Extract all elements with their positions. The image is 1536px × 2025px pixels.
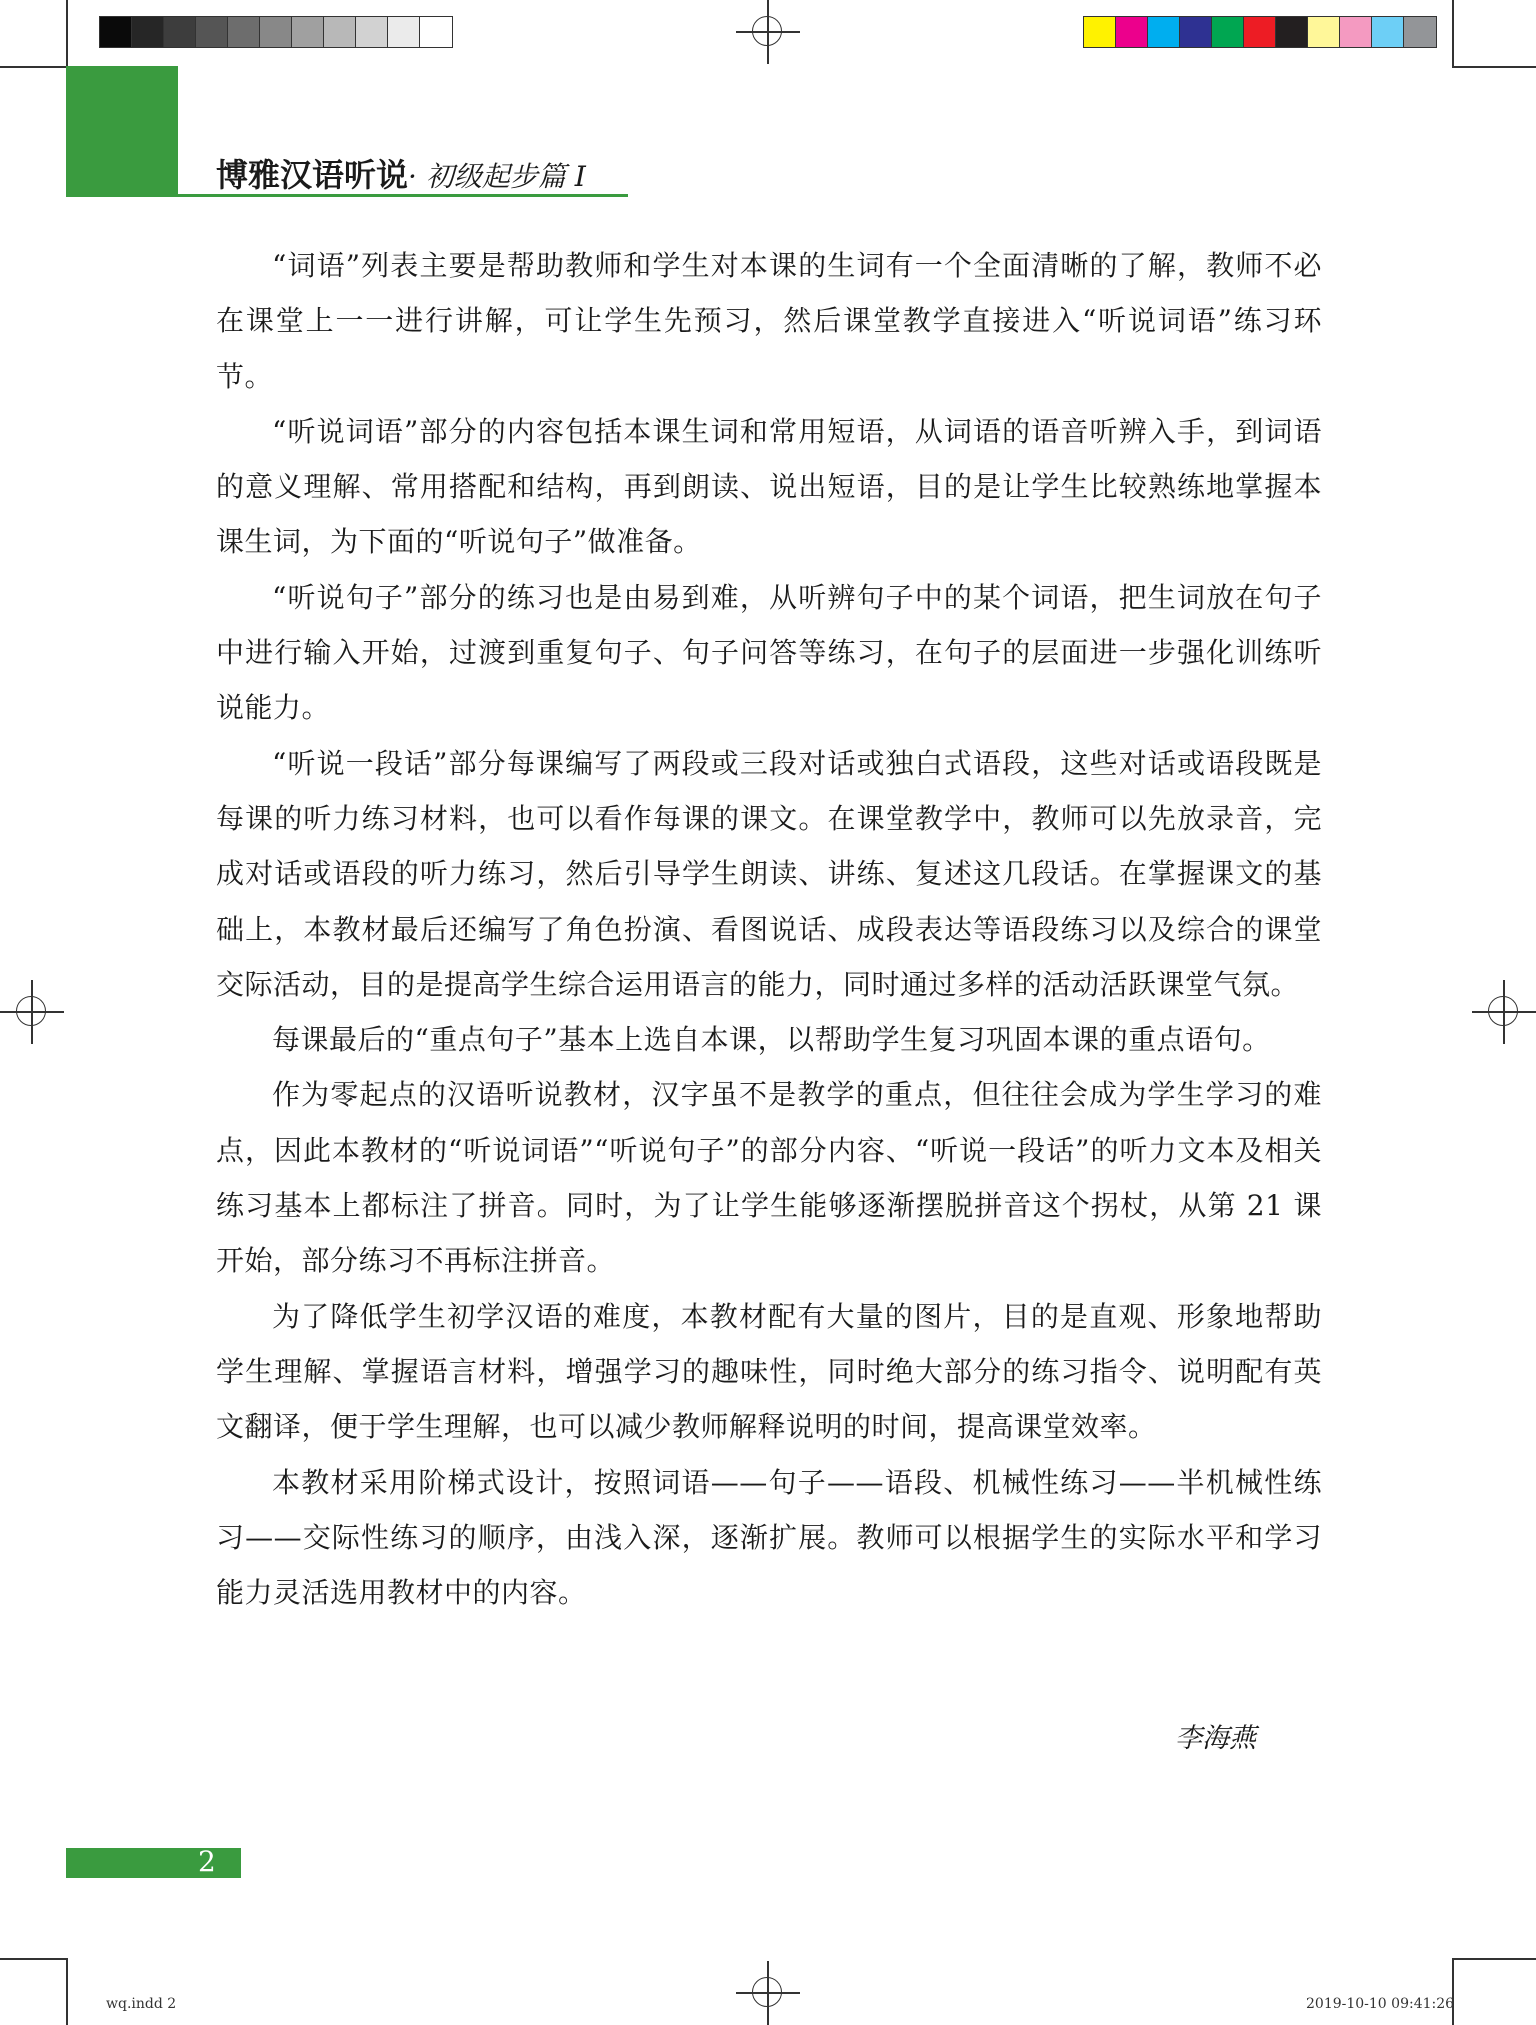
color-swatch-bar [1083,16,1437,48]
color-swatch [1372,17,1404,47]
page-number: 2 [198,1845,216,1878]
paragraph: 本教材采用阶梯式设计，按照词语——句子——语段、机械性练习——半机械性练习——交际性练习的顺序，由浅入深，逐渐扩展。教师可以根据学生的实际水平和学习能力灵活选用教材中的内容。 [216,1465,1322,1610]
file-slug: wq.indd 2 [106,1996,177,2012]
gray-swatch [324,17,356,47]
gray-swatch [228,17,260,47]
paragraph: “听说词语”部分的内容包括本课生词和常用短语，从词语的语音听辨入手，到词语的意义理解、常用搭配和结构，再到朗读、说出短语，目的是让学生比较熟练地掌握本课生词，为下面的“听说句子”做准备。 [216,414,1322,559]
paragraph: 作为零起点的汉语听说教材，汉字虽不是教学的重点，但往往会成为学生学习的难点，因此本教材的“听说词语”“听说句子”的部分内容、“听说一段话”的听力文本及相关练习基本上都标注了拼音。同时，为了让学生能够逐渐摆脱拼音这个拐杖，从第 21 课开始，部分练习不再标注拼音。 [216,1078,1322,1278]
paragraph: “听说句子”部分的练习也是由易到难，从听辨句子中的某个词语，把生词放在句子中进行输入开始，过渡到重复句子、句子问答等练习，在句子的层面进一步强化训练听说能力。 [216,580,1322,725]
crop-mark [66,0,68,66]
paragraph: “词语”列表主要是帮助教师和学生对本课的生词有一个全面清晰的了解，教师不必在课堂上一一进行讲解，可让学生先预习，然后课堂教学直接进入“听说词语”练习环节。 [216,249,1322,393]
crop-mark [1452,1958,1454,2025]
gray-scale-bar [99,16,453,48]
color-swatch [1308,17,1340,47]
gray-swatch [388,17,420,47]
color-swatch [1276,17,1308,47]
paragraph: 每课最后的“重点句子”基本上选自本课，以帮助学生复习巩固本课的重点语句。 [272,1023,1271,1057]
registration-mark-right [1472,980,1536,1044]
color-swatch [1212,17,1244,47]
gray-swatch [260,17,292,47]
book-subtitle: · 初级起步篇 Ⅰ [408,160,586,193]
gray-swatch [356,17,388,47]
color-swatch [1116,17,1148,47]
crop-mark [0,1958,66,1960]
color-swatch [1340,17,1372,47]
color-swatch [1404,17,1436,47]
gray-swatch [292,17,324,47]
crop-mark [66,1958,68,2025]
registration-mark-bottom [736,1961,800,2025]
crop-mark [1452,1958,1536,1960]
gray-swatch [164,17,196,47]
crop-mark [1452,66,1536,68]
header-accent-block [66,66,178,196]
paragraph: “听说一段话”部分每课编写了两段或三段对话或独白式语段，这些对话或语段既是每课的听力练习材料，也可以看作每课的课文。在课堂教学中，教师可以先放录音，完成对话或语段的听力练习，然后引导学生朗读、讲练、复述这几段话。在掌握课文的基础上，本教材最后还编写了角色扮演、看图说话、成段表达等语段练习以及综合的课堂交际活动，目的是提高学生综合运用语言的能力，同时通过多样的活动活跃课堂气氛。 [216,746,1322,1001]
gray-swatch [196,17,228,47]
color-swatch [1148,17,1180,47]
gray-swatch [420,17,452,47]
color-swatch [1244,17,1276,47]
gray-swatch [132,17,164,47]
book-title: 博雅汉语听说 [216,156,409,194]
gray-swatch [100,17,132,47]
crop-mark [0,66,66,68]
body-text [216,238,1322,1620]
paragraph: 为了降低学生初学汉语的难度，本教材配有大量的图片，目的是直观、形象地帮助学生理解、掌握语言材料，增强学习的趣味性，同时绝大部分的练习指令、说明配有英文翻译，便于学生理解，也可以减少教师解释说明的时间，提高课堂效率。 [216,1299,1322,1444]
running-header [216,150,586,196]
registration-mark-top [736,0,800,64]
color-swatch [1180,17,1212,47]
registration-mark-left [0,980,64,1044]
color-swatch [1084,17,1116,47]
author-signature: 李海燕 [1175,1723,1256,1754]
crop-mark [1452,0,1454,66]
timestamp-slug: 2019-10-10 09:41:26 [1306,1996,1455,2012]
